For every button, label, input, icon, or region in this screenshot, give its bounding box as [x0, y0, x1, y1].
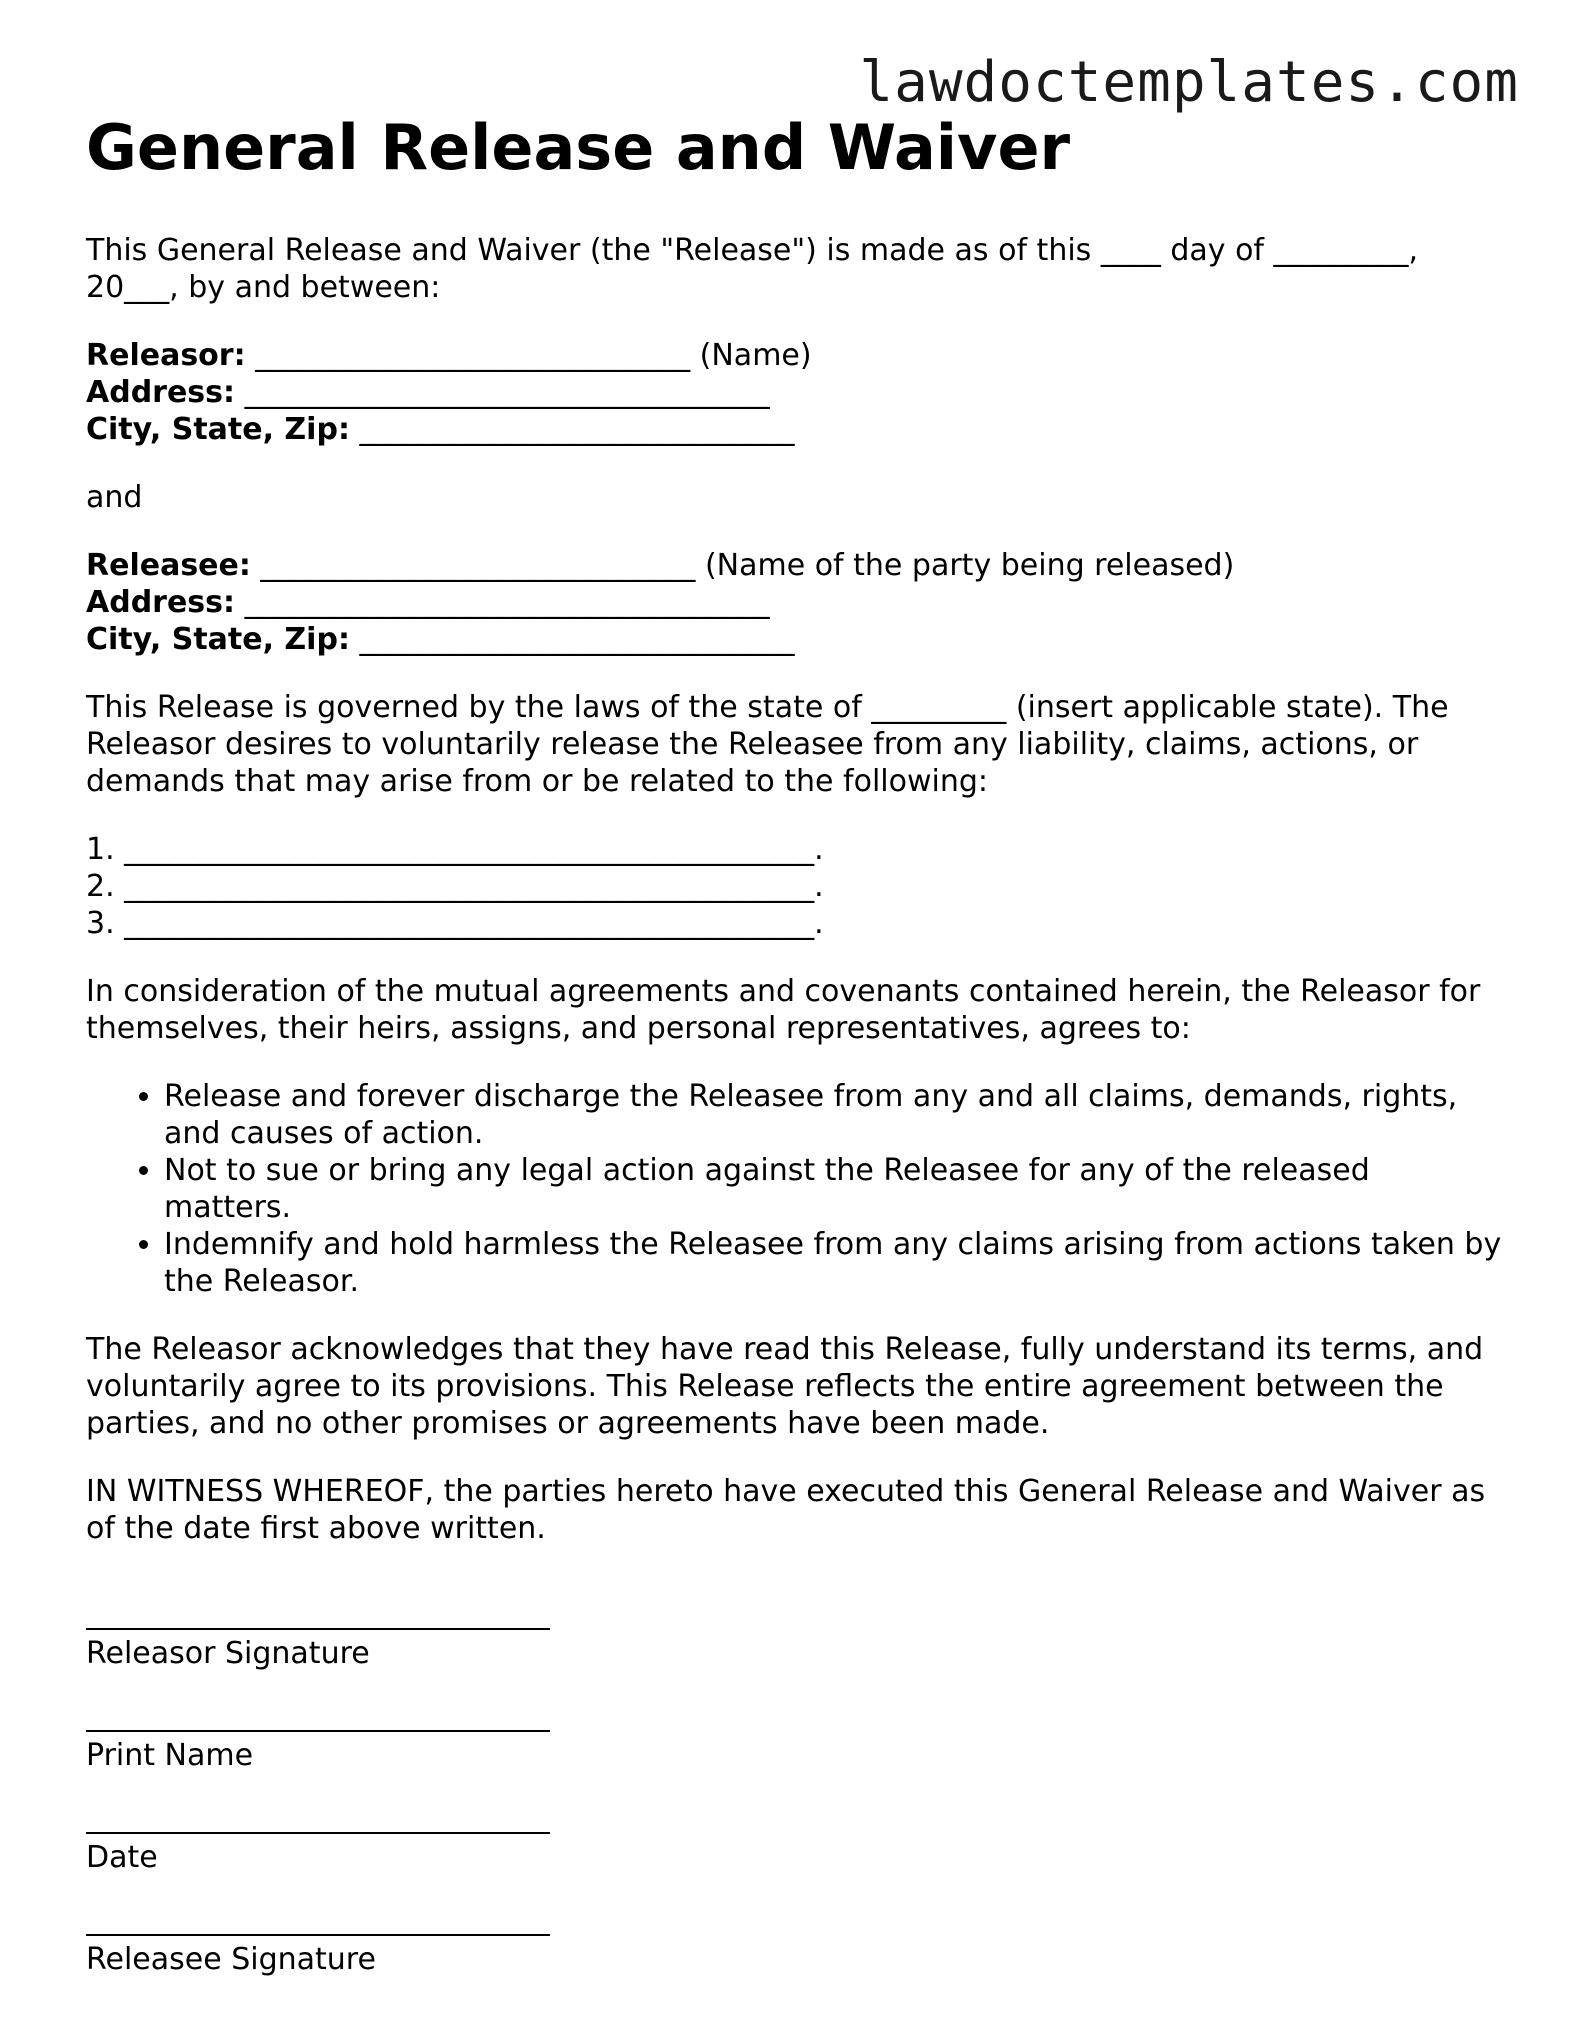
releasor-city-blank: _____________________________ — [349, 412, 795, 447]
releasee-city-blank: _____________________________ — [349, 622, 795, 657]
released-matter-item: 2. ______________________________________________. — [86, 869, 824, 904]
releasor-block — [86, 337, 1506, 448]
releasor-address-line — [86, 374, 1506, 411]
releasor-name-label: Releasor: — [86, 338, 246, 373]
releasee-name-blank: _____________________________ (Name of the party being released) — [250, 548, 1235, 583]
signature-line — [86, 1805, 550, 1834]
releasee-name-line — [86, 547, 1506, 584]
acknowledgment-paragraph: The Releasor acknowledges that they have read this Release, fully understand its terms, and voluntarily agree to its provisions. This Release reflects the entire agreement between the parties, and no other promises or agreements have been made. — [86, 1332, 1484, 1441]
released-matters-list — [86, 831, 1506, 942]
obligation-item: • Not to sue or bring any legal action against the Releasee for any of the released matters. — [164, 1152, 1506, 1226]
document-page — [86, 108, 1506, 2009]
releasee-address-blank: ___________________________________ — [235, 585, 770, 620]
signature-label: Date — [86, 1840, 158, 1875]
governing-law-paragraph: This Release is governed by the laws of the state of _________ (insert applicable state). The Releasor desires to voluntarily release the Releasee from any liability, claims, actions, or demands that may arise from or be related to the following: — [86, 690, 1449, 799]
date-field[interactable] — [86, 1805, 1506, 1876]
document-title: General Release and Waiver — [86, 111, 1071, 184]
released-matter-item: 1. ______________________________________________. — [86, 832, 824, 867]
releasee-address-label: Address: — [86, 585, 236, 620]
releasee-city-label: City, State, Zip: — [86, 622, 350, 657]
signature-line — [86, 1907, 550, 1936]
obligation-item: • Release and forever discharge the Releasee from any and all claims, demands, rights, and causes of action. — [164, 1078, 1506, 1152]
signature-label: Releasee Signature — [86, 1942, 376, 1977]
and-text: and — [86, 480, 143, 515]
releasor-name-line — [86, 337, 1506, 374]
witness-paragraph: IN WITNESS WHEREOF, the parties hereto have executed this General Release and Waiver as of the date first above written. — [86, 1474, 1486, 1546]
releasee-signature-field[interactable] — [86, 1907, 1506, 1978]
signature-label: Print Name — [86, 1738, 254, 1773]
releasee-address-line — [86, 584, 1506, 621]
releasee-block — [86, 547, 1506, 658]
releasee-city-line — [86, 621, 1506, 658]
print-name-field[interactable] — [86, 1703, 1506, 1774]
releasor-address-blank: ___________________________________ — [235, 375, 770, 410]
releasor-signature-field[interactable] — [86, 1601, 1506, 1672]
intro-paragraph: This General Release and Waiver (the "Release") is made as of this ____ day of _________, 20___, by and between: — [86, 233, 1419, 305]
obligation-item: • Indemnify and hold harmless the Releasee from any claims arising from actions taken by the Releasor. — [164, 1226, 1506, 1300]
releasor-name-blank: _____________________________ (Name) — [245, 338, 812, 373]
releasor-address-label: Address: — [86, 375, 236, 410]
consideration-paragraph: In consideration of the mutual agreements and covenants contained herein, the Releasor for themselves, their heirs, assigns, and personal representatives, agrees to: — [86, 974, 1481, 1046]
signature-block — [86, 1601, 1506, 1978]
releasee-name-label: Releasee: — [86, 548, 251, 583]
released-matter-item: 3. ______________________________________________. — [86, 906, 824, 941]
signature-label: Releasor Signature — [86, 1636, 370, 1671]
obligations-list — [86, 1078, 1506, 1300]
releasor-city-line — [86, 411, 1506, 448]
site-watermark: lawdoctemplates.com — [859, 50, 1519, 115]
releasor-city-label: City, State, Zip: — [86, 412, 350, 447]
signature-line — [86, 1703, 550, 1732]
signature-line — [86, 1601, 550, 1630]
